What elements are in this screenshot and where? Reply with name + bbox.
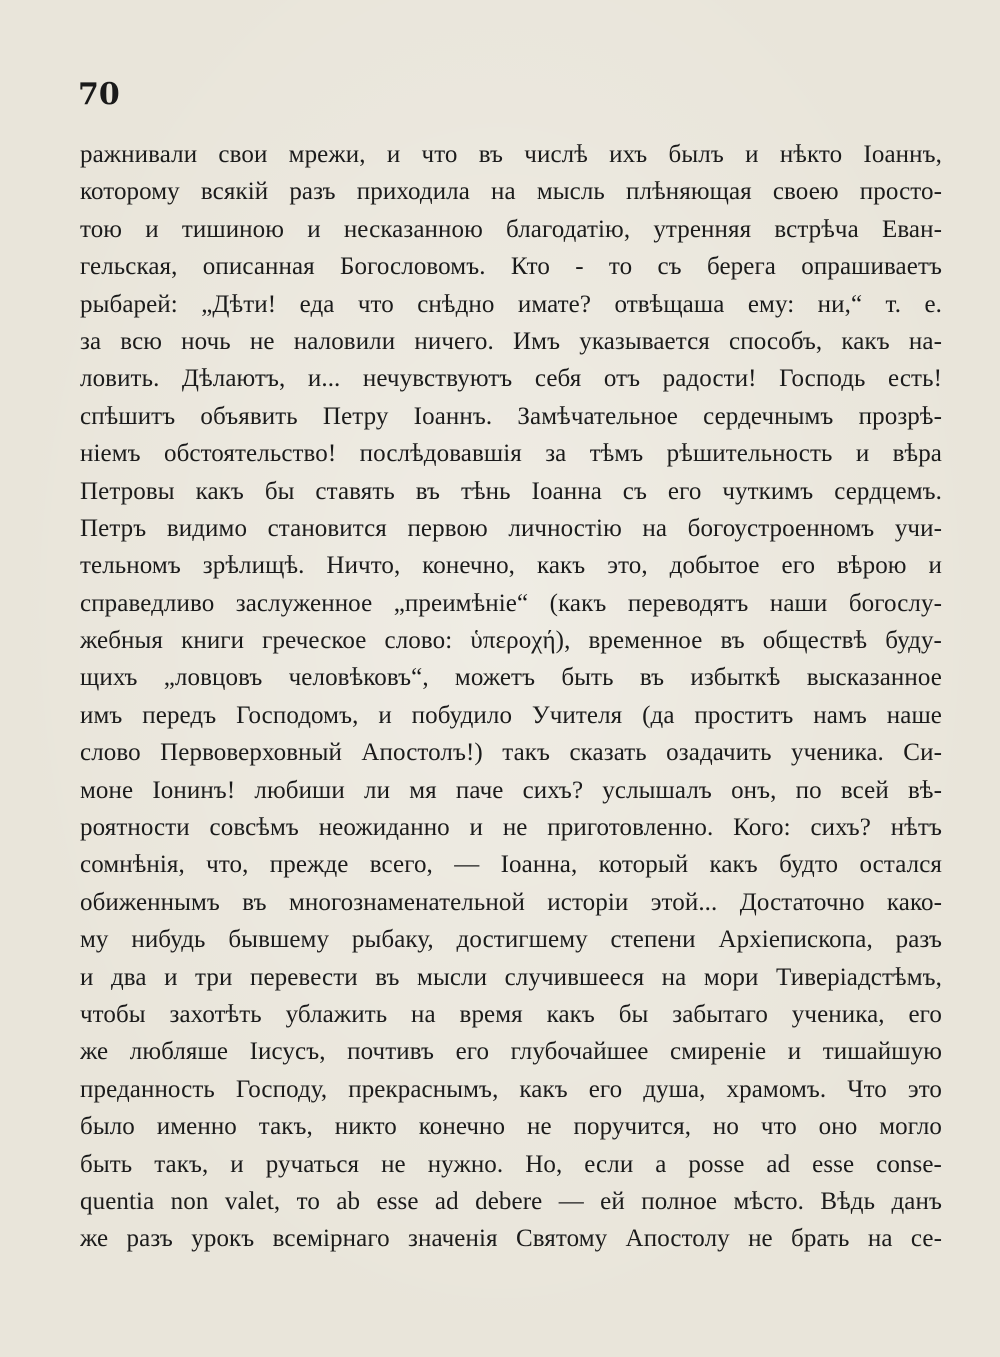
text-line: тою и тишиною и несказанною благодатію, утренняя встрѣча Еван-	[80, 215, 942, 243]
text-line: преданность Господу, прекраснымъ, какъ его душа, храмомъ. Что это	[80, 1075, 942, 1103]
text-line: было именно такъ, никто конечно не поручится, но что оно могло	[80, 1113, 942, 1141]
text-line: слово Первоверховный Апостолъ!) такъ сказать озадачить ученика. Си-	[80, 739, 942, 767]
text-line: которому всякій разъ приходила на мысль плѣняющая своею просто-	[80, 178, 942, 206]
text-line: тельномъ зрѣлищѣ. Ничто, конечно, какъ это, добытое его вѣрою и	[80, 552, 942, 580]
text-line: роятности совсѣмъ неожиданно и не приготовленно. Кого: сихъ? нѣтъ	[80, 814, 942, 842]
text-line: Петровы какъ бы ставять въ тѣнь Іоанна съ его чуткимъ сердцемъ.	[80, 477, 942, 505]
text-line: чтобы захотѣть ублажить на время какъ бы забытаго ученика, его	[80, 1000, 942, 1028]
text-line: щихъ „ловцовъ человѣковъ“, можетъ быть въ избыткѣ высказанное	[80, 664, 942, 692]
text-line: ражнивали свои мрежи, и что въ числѣ ихъ былъ и нѣкто Іоаннъ,	[80, 141, 942, 168]
text-line: спѣшитъ объявить Петру Іоаннъ. Замѣчательное сердечнымъ прозрѣ-	[80, 402, 942, 430]
text-line: ловить. Дѣлаютъ, и... нечувствуютъ себя отъ радости! Господь есть!	[80, 365, 942, 393]
text-line: жебныя книги греческое слово: ὑπεροχή), временное въ обществѣ буду-	[80, 627, 942, 655]
text-line: моне Іонинъ! любиши ли мя паче сихъ? услышалъ онъ, по всей вѣ-	[80, 776, 942, 804]
text-line: рыбарей: „Дѣти! еда что снѣдно имате? отвѣщаша ему: ни,“ т. е.	[80, 290, 942, 318]
text-line: обиженнымъ въ многознаменательной исторіи этой... Достаточно како-	[80, 888, 942, 916]
text-line: же любляше Іисусъ, почтивъ его глубочайшее смиреніе и тишайшую	[80, 1038, 942, 1066]
text-body	[80, 136, 942, 1258]
text-line: за всю ночь не наловили ничего. Имъ указывается способъ, какъ на-	[80, 327, 942, 355]
page-number: 70	[78, 77, 120, 112]
text-line: же разъ урокъ всемірнаго значенія Святому Апостолу не брать на се-	[80, 1225, 942, 1253]
text-line: быть такъ, и ручаться не нужно. Но, если а posse ad esse conse-	[80, 1150, 942, 1178]
text-line: имъ передъ Господомъ, и побудило Учителя (да проститъ намъ наше	[80, 701, 942, 729]
text-line: и два и три перевести въ мысли случившееся на мори Тиверіадстѣмъ,	[80, 963, 942, 991]
text-line: гельская, описанная Богословомъ. Кто - то съ берега опрашиваетъ	[80, 253, 942, 281]
text-line: Петръ видимо становится первою личностію на богоустроенномъ учи-	[80, 514, 942, 542]
text-line: справедливо заслуженное „преимѣніе“ (какъ переводятъ наши богослу-	[80, 589, 942, 617]
text-line: сомнѣнія, что, прежде всего, — Іоанна, который какъ будто остался	[80, 851, 942, 879]
text-line: му нибудь бывшему рыбаку, достигшему степени Архіепископа, разъ	[80, 926, 942, 954]
text-line: quentia non valet, то ab esse ad debere — ей полное мѣсто. Вѣдь данъ	[80, 1187, 942, 1215]
text-line: ніемъ обстоятельство! послѣдовавшія за тѣмъ рѣшительность и вѣра	[80, 440, 942, 468]
